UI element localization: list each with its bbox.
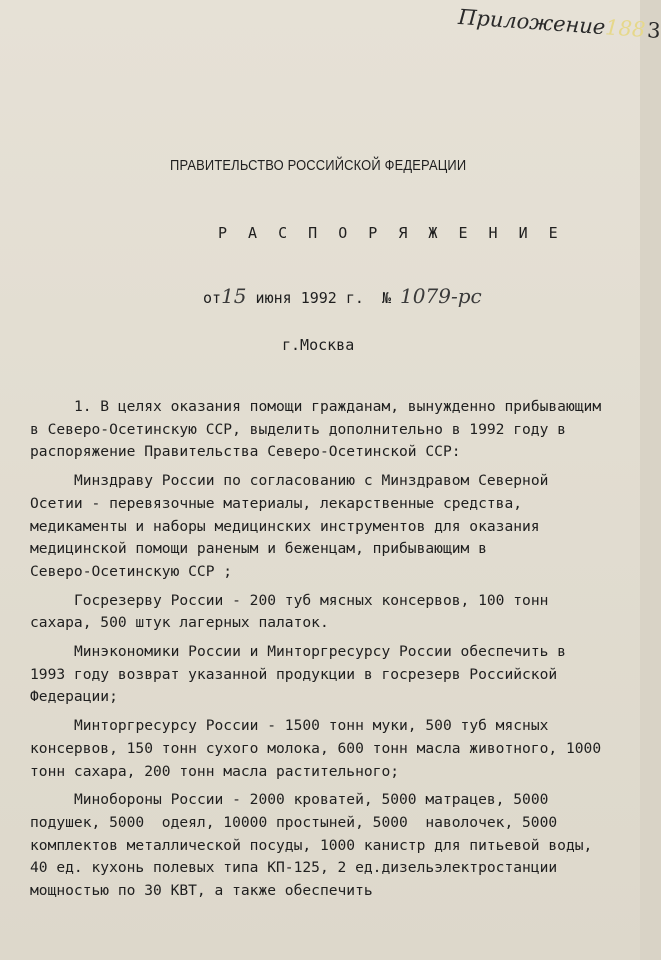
paragraph-1: 1. В целях оказания помощи гражданам, вынужденно прибывающим в Северо-Осетинскую ССР, выделить дополнительно в 1992 году в распоряжение Правительства Северо-Осетинской ССР: (30, 398, 602, 461)
paragraph-2: Минздраву России по согласованию с Минздравом Северной Осетии - перевязочные материалы, лекарственные средства, медикаменты и наборы медицинских инструментов для оказания медицинской помощи раненым и беженцам, прибывающим в Северо-Осетинскую ССР ; (30, 472, 549, 580)
date-prefix: от (203, 289, 222, 307)
bleed-through (0, 60, 640, 74)
city-line: г.Москва (282, 336, 355, 354)
document-type-title: Р А С П О Р Я Ж Е Н И Е (218, 224, 564, 242)
annotation-label: Приложение (457, 4, 607, 40)
paragraph-5: Минторгресурсу России - 1500 тонн муки, 500 туб мясных консервов, 150 тонн сухого молока, 600 тонн масла животного, 1000 тонн сахара, 200 тонн масла растительного; (30, 717, 602, 780)
handwritten-annotation (457, 5, 661, 43)
paragraph-3: Госрезерву России - 200 туб мясных консервов, 100 тонн сахара, 500 штук лагерных палаток. (30, 591, 549, 632)
government-heading: ПРАВИТЕЛЬСТВО РОССИЙСКОЙ ФЕДЕРАЦИИ (170, 157, 467, 174)
document-number-handwritten: 1079-рс (400, 284, 482, 308)
paragraph-6: Минобороны России - 2000 кроватей, 5000 матрацев, 5000 подушек, 5000 одеял, 10000 простыней, 5000 наволочек, 5000 комплектов металлической посуды, 1000 канистр для питьевой воды, 40 ед. кухонь полевых типа КП-125, 2 ед.дизельэлектростанции мощностью по 30 КВТ, а также обеспечить (30, 791, 593, 900)
number-sign: № (381, 289, 392, 307)
date-day-handwritten: 15 (221, 284, 247, 308)
date-rest: июня 1992 г. (255, 289, 364, 307)
annotation-page: 3 (646, 18, 661, 44)
date-line (203, 284, 482, 308)
document-body (30, 396, 610, 909)
paragraph-4: Минэкономики России и Минторгресурсу России обеспечить в 1993 году возврат указанной продукции в госрезерв Российской Федерации; (30, 643, 566, 706)
annotation-number: 188 (604, 15, 647, 42)
